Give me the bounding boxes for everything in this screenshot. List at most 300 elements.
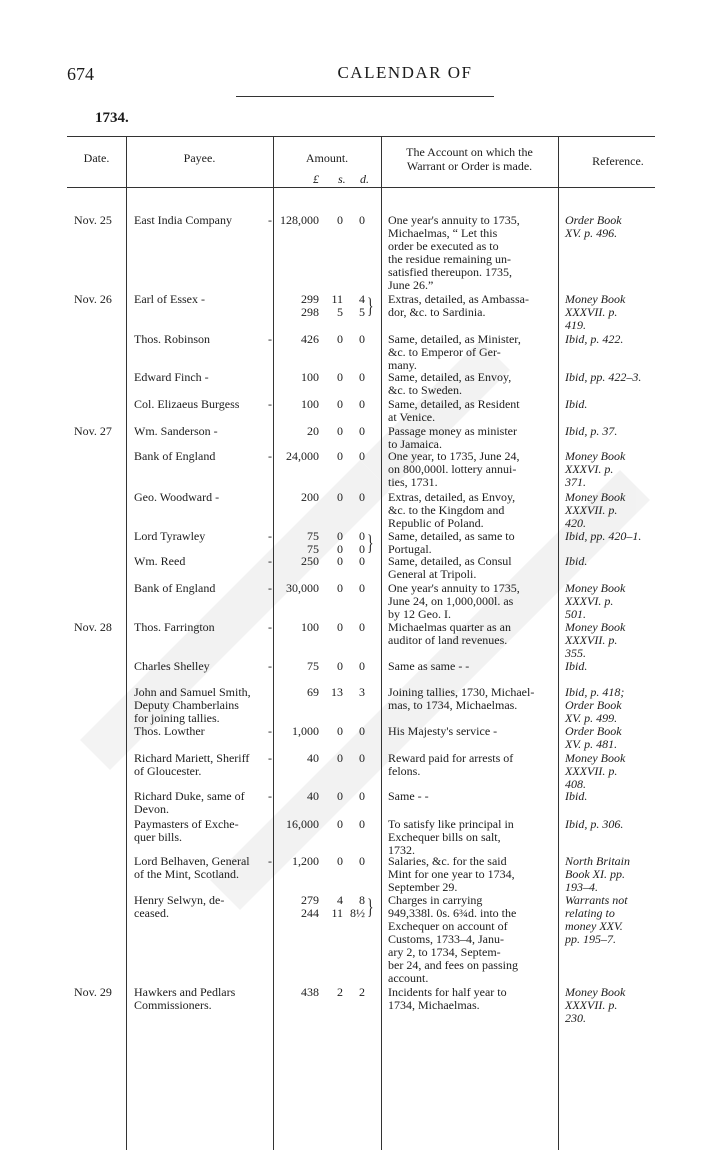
amount-line [282,333,372,346]
entry-amount [282,333,372,346]
payee-line: Hawkers and Pedlars [134,985,236,999]
reference-line: Ibid, p. 418; [565,685,625,699]
entry-amount [282,582,372,595]
amount-pence: 0 [359,370,365,384]
entry-payee [134,214,270,227]
amount-line [282,660,372,673]
account-line: His Majesty's service - [388,724,498,738]
entry-payee [134,293,270,306]
amount-pounds: 40 [307,751,319,765]
amount-pence: 0 [359,581,365,595]
amount-line [282,621,372,634]
reference-line: Ibid. [565,397,588,411]
account-line: account. [388,970,429,985]
account-line: One year's annuity to 1735, [388,213,520,227]
reference-line: 371. [565,474,586,489]
payee-line: of Gloucester. [134,763,202,778]
entry-payee [134,491,270,504]
reference-line: Ibid, pp. 422–3. [565,370,642,384]
pence-unit: d. [360,172,369,186]
entry-amount [282,214,372,227]
entry-reference [565,491,655,530]
payee-line: Bank of England [134,581,216,595]
account-line: Joining tallies, 1730, Michael- [388,685,535,699]
entry-account [388,333,551,372]
entry-payee [134,450,270,463]
account-line: Incidents for half year to [388,985,507,999]
amount-shillings: 0 [337,817,343,831]
amount-line [282,582,372,595]
reference-line: XV. p. 496. [565,225,618,240]
amount-pounds: 16,000 [286,817,319,831]
account-line: Michaelmas, “ Let this [388,225,498,240]
column-divider [381,136,382,1150]
amount-pence: 0 [359,449,365,463]
reference-line: relating to [565,905,615,920]
amount-shillings: 5 [337,305,343,319]
entry-payee [134,752,270,778]
amount-line [282,686,372,699]
reference-line: 408. [565,776,586,791]
payee-line: Col. Elizaeus Burgess [134,397,240,411]
account-line: Same - - [388,789,429,803]
entry-payee [134,371,270,384]
entry-amount [282,686,372,699]
account-line: Same, detailed, as Consul [388,554,512,568]
amount-pence: 0 [359,817,365,831]
account-line: ary 2, to 1734, Septem- [388,944,501,959]
account-line: &c. to the Kingdom and [388,502,505,517]
entry-amount [282,555,372,568]
account-line: ties, 1731. [388,474,438,489]
account-line: One year's annuity to 1735, [388,581,520,595]
leader-dash: - [268,620,272,634]
column-header-account-line: Warrant or Order is made. [406,158,533,173]
entry-amount [282,450,372,463]
leader-dash: - [268,751,272,765]
entry-amount [282,660,372,673]
entry-reference [565,725,655,751]
amount-pence: 0 [359,529,365,543]
entry-account [388,425,551,451]
account-line: Same, detailed, as same to [388,529,515,543]
reference-line: Ibid, p. 306. [565,817,624,831]
reference-line: XV. p. 481. [565,736,618,751]
payee-line: Lord Belhaven, General [134,854,250,868]
amount-pounds: 426 [301,332,319,346]
account-line: 949,338l. 0s. 6¾d. into the [388,905,517,920]
amount-line [282,491,372,504]
account-line: Extras, detailed, as Envoy, [388,490,516,504]
amount-line [282,425,372,438]
entry-account [388,371,551,397]
payee-line: Commissioners. [134,997,212,1012]
entry-account [388,752,551,778]
account-line: Exchequer bills on salt, [388,829,501,844]
payee-line: Edward Finch - [134,370,209,384]
brace-icon: } [367,894,374,919]
amount-shillings: 11 [331,292,343,306]
account-line: Same as same - - [388,659,470,673]
reference-line: Ibid. [565,789,588,803]
payee-line: Richard Mariett, Sheriff [134,751,250,765]
account-line: mas, to 1734, Michaelmas. [388,697,518,712]
payee-line: Bank of England [134,449,216,463]
payee-line: Wm. Reed [134,554,186,568]
account-line: Reward paid for arrests of [388,751,514,765]
payee-line: Wm. Sanderson - [134,424,218,438]
entry-account [388,555,551,581]
account-line: 1734, Michaelmas. [388,997,480,1012]
entry-payee [134,790,270,816]
amount-shillings: 0 [337,529,343,543]
amount-pence: 0 [359,789,365,803]
entry-date: Nov. 29 [74,985,112,999]
amount-pounds: 438 [301,985,319,999]
amount-pence: 0 [359,554,365,568]
reference-line: 193–4. [565,879,598,894]
reference-line: 355. [565,645,586,660]
amount-pence: 0 [359,424,365,438]
amount-line [282,907,372,920]
amount-shillings: 2 [337,985,343,999]
entry-account [388,450,551,489]
account-line: felons. [388,763,421,778]
entry-amount [282,986,372,999]
reference-line: XXXVII. p. [565,304,618,319]
amount-line [282,371,372,384]
amount-shillings: 0 [337,789,343,803]
amount-pounds: 250 [301,554,319,568]
page-number: 674 [67,64,94,84]
entry-account [388,293,551,319]
amount-pence: 0 [359,332,365,346]
account-line: June 24, on 1,000,000l. as [388,593,514,608]
amount-line [282,986,372,999]
entry-reference [565,398,655,411]
account-line: &c. to Emperor of Ger- [388,344,501,359]
reference-line: Ibid, p. 422. [565,332,624,346]
entry-account [388,894,551,985]
entry-reference [565,530,655,543]
entry-payee [134,425,270,438]
entry-reference [565,894,655,946]
reference-line: Money Book [565,985,626,999]
amount-shillings: 0 [337,490,343,504]
amount-line [282,398,372,411]
reference-line: 420. [565,515,586,530]
payee-line: Thos. Robinson [134,332,211,346]
amount-line [282,752,372,765]
entry-payee [134,818,270,844]
entry-date: Nov. 26 [74,292,112,306]
amount-pence: 4 [359,292,365,306]
payee-line: Deputy Chamberlains [134,697,239,712]
reference-line: Book XI. pp. [565,866,625,881]
reference-line: 230. [565,1010,586,1025]
shillings-unit: s. [338,172,346,186]
leader-dash: - [268,724,272,738]
account-line: dor, &c. to Sardinia. [388,304,486,319]
amount-line [282,214,372,227]
entry-account [388,398,551,424]
entry-payee [134,855,270,881]
amount-pence: 0 [359,397,365,411]
account-line: September 29. [388,879,458,894]
account-line: Extras, detailed, as Ambassa- [388,292,529,306]
amount-pence: 8 [359,893,365,907]
amount-shillings: 0 [337,620,343,634]
payee-line: Thos. Farrington [134,620,215,634]
account-line: Portugal. [388,541,432,556]
entry-amount [282,530,372,556]
reference-line: Money Book [565,490,626,504]
entry-amount [282,725,372,738]
payee-line: Geo. Woodward - [134,490,220,504]
payee-line: for joining tallies. [134,710,220,725]
payee-line: Henry Selwyn, de- [134,893,225,907]
amount-shillings: 11 [331,906,343,920]
amount-pounds: 20 [307,424,319,438]
entry-amount [282,371,372,384]
amount-pence: 8½ [350,906,365,920]
leader-dash: - [268,397,272,411]
amount-pounds: 100 [301,397,319,411]
entry-account [388,986,551,1012]
column-divider [558,136,559,1150]
entry-amount [282,752,372,765]
account-line: Mint for one year to 1734, [388,866,515,881]
amount-pounds: 24,000 [286,449,319,463]
entry-reference [565,686,655,725]
entry-amount [282,621,372,634]
entry-reference [565,555,655,568]
leader-dash: - [268,659,272,673]
account-line: ber 24, and fees on passing [388,957,518,972]
amount-pence: 2 [359,985,365,999]
entry-payee [134,621,270,634]
entry-payee [134,725,270,738]
entry-reference [565,293,655,332]
amount-line [282,306,372,319]
entry-amount [282,293,372,319]
payee-line: John and Samuel Smith, [134,685,251,699]
entry-amount [282,855,372,868]
reference-line: XXXVII. p. [565,632,618,647]
account-line: 1732. [388,842,415,857]
leader-dash: - [268,213,272,227]
amount-shillings: 0 [337,370,343,384]
reference-line: Money Book [565,292,626,306]
entry-account [388,582,551,621]
payee-line: Thos. Lowther [134,724,205,738]
amount-line [282,855,372,868]
payee-line: Paymasters of Exche- [134,817,239,831]
entry-account [388,621,551,647]
account-line: by 12 Geo. I. [388,606,451,621]
account-line: Exchequer on account of [388,918,508,933]
amount-pence: 0 [359,724,365,738]
entry-payee [134,686,270,725]
payee-line: quer bills. [134,829,182,844]
amount-pounds: 200 [301,490,319,504]
account-line: &c. to Sweden. [388,382,462,397]
amount-pence: 0 [359,213,365,227]
payee-line: Devon. [134,801,169,816]
amount-shillings: 0 [337,854,343,868]
entry-account [388,790,551,803]
amount-line [282,790,372,803]
leader-dash: - [268,854,272,868]
entry-payee [134,660,270,673]
column-header-account-line: The Account on which the [406,145,533,159]
payee-line: of the Mint, Scotland. [134,866,239,881]
reference-line: Ibid. [565,659,588,673]
table-top-rule [67,136,655,137]
reference-line: 419. [565,317,586,332]
amount-pence: 0 [359,490,365,504]
reference-line: Ibid, pp. 420–1. [565,529,642,543]
entry-payee [134,986,270,1012]
entry-account [388,818,551,857]
reference-line: Ibid, p. 37. [565,424,618,438]
account-line: auditor of land revenues. [388,632,508,647]
entry-date: Nov. 25 [74,213,112,227]
entry-payee [134,530,270,543]
account-line: Same, detailed, as Envoy, [388,370,512,384]
amount-shillings: 4 [337,893,343,907]
entry-reference [565,621,655,660]
account-line: Customs, 1733–4, Janu- [388,931,505,946]
entry-payee [134,555,270,568]
account-line: on 800,000l. lottery annui- [388,461,517,476]
amount-shillings: 0 [337,542,343,556]
amount-pounds: 100 [301,370,319,384]
amount-pounds: 75 [307,542,319,556]
brace-icon: } [367,530,374,555]
table-header-rule [67,187,655,188]
account-line: Charges in carrying [388,893,483,907]
entry-account [388,686,551,712]
reference-line: XXXVI. p. [565,461,614,476]
entry-amount [282,818,372,831]
account-line: General at Tripoli. [388,566,477,581]
reference-line: XV. p. 499. [565,710,618,725]
amount-pence: 0 [359,659,365,673]
entry-account [388,725,551,738]
entry-payee [134,333,270,346]
entry-amount [282,398,372,411]
reference-line: XXXVI. p. [565,593,614,608]
account-line: Republic of Poland. [388,515,484,530]
entry-account [388,530,551,556]
payee-line: East India Company [134,213,232,227]
payee-line: Earl of Essex - [134,292,205,306]
payee-line: Charles Shelley [134,659,210,673]
entry-reference [565,752,655,791]
entry-reference [565,986,655,1025]
reference-line: XXXVII. p. [565,997,618,1012]
account-line: To satisfy like principal in [388,817,514,831]
entry-reference [565,660,655,673]
reference-line: Money Book [565,581,626,595]
account-line: satisfied thereupon. 1735, [388,264,512,279]
account-line: Salaries, &c. for the said [388,854,507,868]
column-divider [273,136,274,1150]
entry-account [388,660,551,673]
account-line: June 26.” [388,277,434,292]
column-divider [126,136,127,1150]
amount-pounds: 1,200 [292,854,319,868]
reference-line: money XXV. [565,918,623,933]
amount-pounds: 279 [301,893,319,907]
amount-pounds: 299 [301,292,319,306]
reference-line: North Britain [565,854,631,868]
brace-icon: } [367,293,374,318]
amount-pounds: 75 [307,659,319,673]
leader-dash: - [268,449,272,463]
amount-shillings: 13 [331,685,343,699]
entry-reference [565,214,655,240]
entry-payee [134,894,270,920]
reference-line: Order Book [565,697,622,712]
entry-date: Nov. 27 [74,424,112,438]
payee-line: Richard Duke, same of [134,789,245,803]
reference-line: Warrants not [565,893,628,907]
column-header-account [381,146,558,174]
entry-amount [282,894,372,920]
column-header-amount: Amount. [305,151,349,165]
entry-amount [282,790,372,803]
reference-line: pp. 195–7. [565,931,616,946]
account-line: the residue remaining un- [388,251,511,266]
amount-pounds: 69 [307,685,319,699]
leader-dash: - [268,554,272,568]
leader-dash: - [268,529,272,543]
running-title: CALENDAR OF [337,63,473,82]
reference-line: Order Book [565,213,622,227]
payee-line: ceased. [134,905,169,920]
amount-pounds: 244 [301,906,319,920]
reference-line: 501. [565,606,586,621]
header-rule [236,96,494,97]
amount-pence: 3 [359,685,365,699]
amount-shillings: 0 [337,397,343,411]
entry-reference [565,855,655,894]
reference-line: Money Book [565,449,626,463]
account-line: Michaelmas quarter as an [388,620,511,634]
entry-amount [282,491,372,504]
entry-reference [565,450,655,489]
reference-line: XXXVII. p. [565,763,618,778]
amount-shillings: 0 [337,213,343,227]
entry-payee [134,398,270,411]
amount-pence: 0 [359,751,365,765]
year-heading: 1734. [95,110,129,126]
amount-shillings: 0 [337,332,343,346]
amount-pounds: 1,000 [292,724,319,738]
account-line: at Venice. [388,409,436,424]
amount-pounds: 128,000 [280,213,319,227]
entry-reference [565,582,655,621]
entry-reference [565,818,655,831]
amount-shillings: 0 [337,724,343,738]
account-line: to Jamaica. [388,436,442,451]
entry-amount [282,425,372,438]
payee-line: Lord Tyrawley [134,529,206,543]
entry-reference [565,371,655,384]
amount-pounds: 40 [307,789,319,803]
